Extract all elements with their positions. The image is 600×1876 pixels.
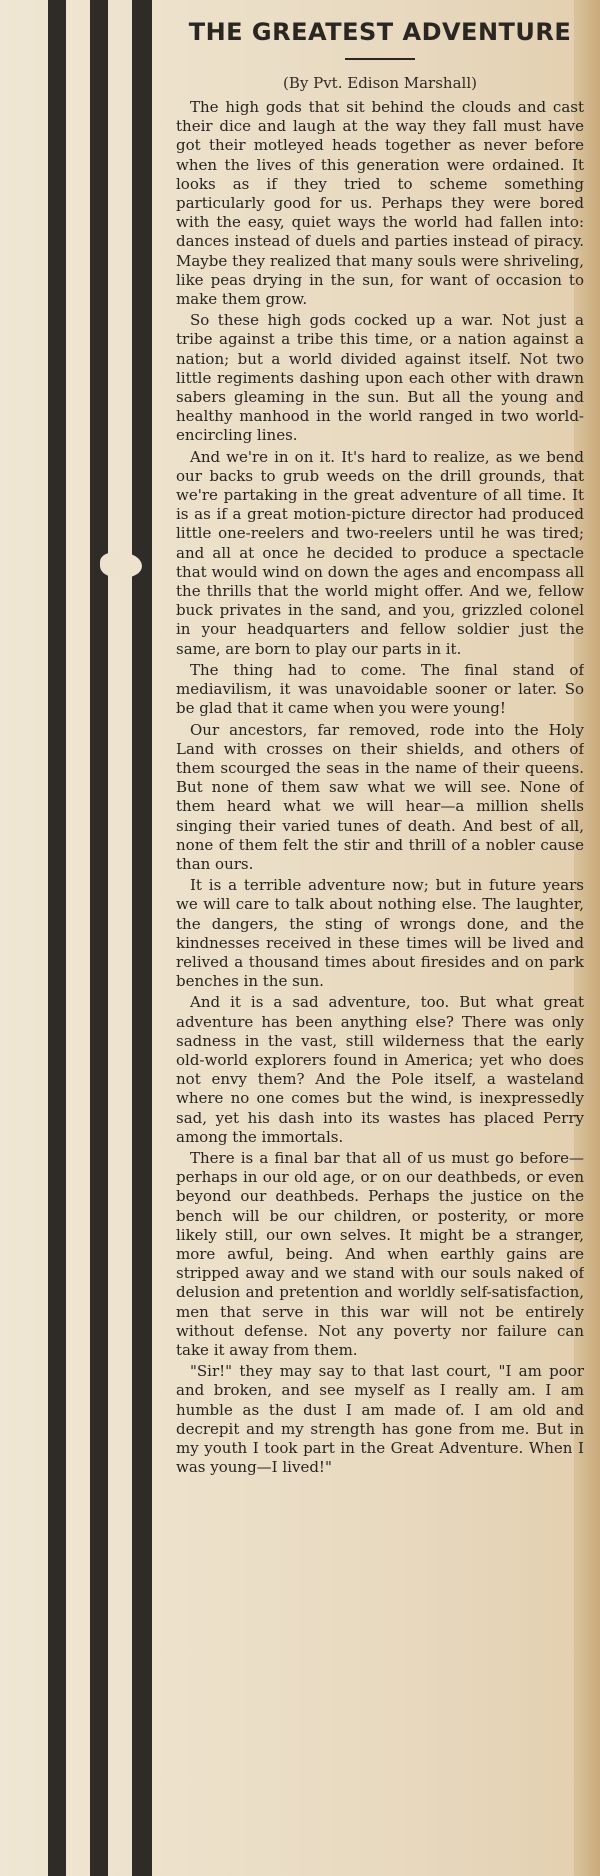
headline-divider: [345, 58, 415, 60]
article-paragraph: It is a terrible adventure now; but in future years we will care to talk about nothing else. The laughter, the dangers, the sting of wrongs done, and the kindnesses received in these times will be lived and relived a thousand times about firesides and on park benches in the sun.: [176, 876, 584, 991]
article-paragraph: So these high gods cocked up a war. Not just a tribe against a tribe this time, or a nation against a nation; but a world divided against itself. Not two little regiments dashing upon each other with drawn sabers gleaming in the sun. But all the young and healthy manhood in the world ranged in two world-encircling lines.: [176, 311, 584, 445]
article-paragraph: The thing had to come. The final stand of mediavilism, it was unavoidable sooner or later. So be glad that it came when you were young!: [176, 660, 584, 718]
article-paragraph: Our ancestors, far removed, rode into the Holy Land with crosses on their shields, and others of them scourged the seas in the name of their queens. But none of them saw what we will see. None of them heard what we will hear—a million shells singing their varied tunes of death. And best of all, none of them felt the stir and thrill of a nobler cause than ours.: [176, 720, 584, 873]
article-paragraph: And it is a sad adventure, too. But what great adventure has been anything else? There was only sadness in the vast, still wilderness that the early old-world explorers found in America; yet who does not envy them? And the Pole itself, a wasteland where no one comes but the wind, is inexpressedly sad, yet his dash into its wastes has placed Perry among the immortals.: [176, 993, 584, 1146]
column-rule-right: [132, 0, 152, 1876]
article-paragraph: "Sir!" they may say to that last court, "I am poor and broken, and see myself as I really am. I am humble as the dust I am made of. I am old and decrepit and my strength has gone from me. But in my youth I took part in the Great Adventure. When I was young—I lived!": [176, 1362, 584, 1477]
article-column: [176, 18, 584, 1868]
column-rule-left: [48, 0, 66, 1876]
paper-tear: [100, 552, 142, 578]
article-headline: THE GREATEST ADVENTURE: [188, 18, 572, 46]
article-paragraph: There is a final bar that all of us must go before—perhaps in our old age, or on our deathbeds, or even beyond our deathbeds. Perhaps the justice on the bench will be our children, or posterity, or more likely still, our own selves. It might be a stranger, more awful, being. And when earthly gains are stripped away and we stand with our souls naked of delusion and pretention and worldly self-satisfaction, men that serve in this war will not be entirely without defense. Not any poverty nor failure can take it away from them.: [176, 1148, 584, 1359]
article-paragraph: The high gods that sit behind the clouds and cast their dice and laugh at the way they fall must have got their motleyed heads together as never before when the lives of this generation were ordained. It looks as if they tried to scheme something particularly good for us. Perhaps they were bored with the easy, quiet ways the world had fallen into: dances instead of duels and parties instead of piracy. Maybe they realized that many souls were shriveling, like peas drying in the sun, for want of occasion to make them grow.: [176, 98, 584, 309]
article-byline: (By Pvt. Edison Marshall): [283, 74, 477, 92]
article-paragraph: And we're in on it. It's hard to realize, as we bend our backs to grub weeds on the drill grounds, that we're partaking in the great adventure of all time. It is as if a great motion-picture director had produced little one-reelers and two-reelers until he was tired; and all at once he decided to produce a spectacle that would wind on down the ages and encompass all the thrills that the world might offer. And we, fellow buck privates in the sand, and you, grizzled colonel in your headquarters and fellow soldier just the same, are born to play our parts in it.: [176, 447, 584, 658]
column-rule-middle: [90, 0, 108, 1876]
article-body: [176, 98, 584, 1477]
